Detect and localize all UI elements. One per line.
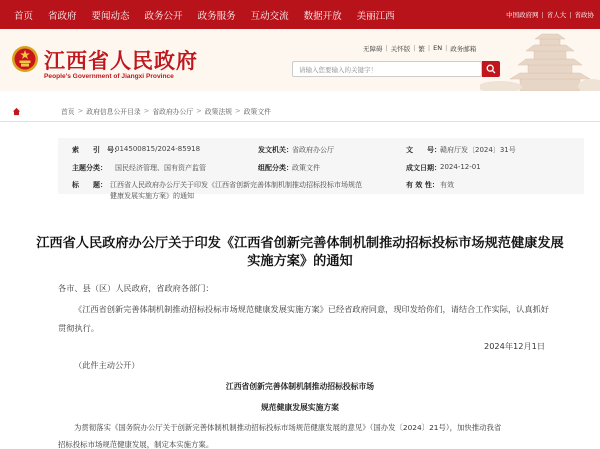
- link-accessibility[interactable]: 无障碍: [363, 45, 383, 53]
- breadcrumb-separator: >: [77, 107, 84, 115]
- meta-validity-value: 有效: [440, 181, 454, 189]
- link-china-gov[interactable]: 中国政府网: [506, 11, 539, 19]
- divider: |: [445, 44, 448, 52]
- breadcrumb-separator: >: [235, 107, 241, 115]
- meta-index-label: 索 引 号：: [72, 146, 121, 154]
- divider: |: [427, 44, 431, 52]
- plan-title-line1: 江西省创新完善体制机制推动招标投标市场: [225, 382, 375, 391]
- nav-gov-services[interactable]: 政务服务: [197, 10, 236, 22]
- meta-title-value-line2: 健康发展实施方案》的通知: [110, 192, 194, 200]
- plan-paragraph-line2: 招标投标市场规范健康发展，制定本实施方案。: [58, 440, 214, 449]
- link-traditional[interactable]: 繁: [418, 45, 425, 53]
- document-meta-table: [58, 138, 584, 200]
- divider: |: [385, 44, 388, 52]
- breadcrumb-home[interactable]: 首页: [61, 108, 75, 116]
- breadcrumb-policy[interactable]: 政策法规: [204, 108, 233, 116]
- divider: |: [541, 10, 544, 19]
- meta-subject-label: 主题分类：: [72, 164, 107, 172]
- search-input[interactable]: 请输入您要输入的关键字！: [292, 61, 482, 77]
- pavilion-illustration: [480, 31, 600, 91]
- link-english[interactable]: EN: [433, 44, 443, 52]
- breadcrumb-policy-docs[interactable]: 政策文件: [243, 108, 271, 116]
- link-care-mode[interactable]: 关怀版: [390, 45, 411, 53]
- meta-title-value-line1: 江西省人民政府办公厅关于印发《江西省创新完善体制机制推动招标投标市场规范: [110, 181, 362, 189]
- site-subtitle: People's Government of Jiangxi Province: [44, 73, 174, 80]
- link-cppcc[interactable]: 省政协: [574, 11, 594, 19]
- meta-issuer-value: 省政府办公厅: [292, 146, 334, 154]
- meta-date-label: 成文日期：: [406, 164, 441, 172]
- nav-interaction[interactable]: 互动交流: [250, 10, 289, 22]
- document-date: 2024年12月1日: [484, 341, 546, 351]
- breadcrumb-separator: >: [143, 107, 150, 115]
- divider: [0, 121, 600, 122]
- breadcrumb-catalog[interactable]: 政府信息公开目录: [86, 108, 141, 116]
- main-menu: [14, 0, 410, 29]
- top-nav-bar: [0, 0, 600, 29]
- meta-docno-label: 文 号：: [406, 146, 441, 154]
- nav-news[interactable]: 要闻动态: [91, 10, 130, 22]
- nav-home[interactable]: 首页: [14, 10, 34, 22]
- meta-validity-label: 有 效 性：: [406, 181, 439, 189]
- document-disclosure-note: （此件主动公开）: [74, 360, 140, 370]
- plan-title-line2: 规范健康发展实施方案: [261, 403, 339, 412]
- link-gov-mail[interactable]: 政务邮箱: [450, 45, 477, 53]
- meta-docno-value: 赣府厅发〔2024〕31号: [440, 146, 516, 154]
- document-salutation: 各市、县（区）人民政府，省政府各部门：: [58, 283, 214, 293]
- national-emblem-icon: [11, 45, 39, 73]
- document-title-line1: 江西省人民政府办公厅关于印发《江西省创新完善体制机制推动招标投标市场规范健康发展: [36, 236, 564, 251]
- breadcrumb: [0, 104, 600, 118]
- meta-form-label: 组配分类：: [258, 164, 293, 172]
- meta-title-label: 标 题：: [72, 181, 107, 189]
- meta-index-value: 014500815/2024-85918: [115, 145, 201, 153]
- meta-subject-value: 国民经济管理、国有资产监管: [115, 164, 206, 172]
- plan-paragraph-line1: 为贯彻落实《国务院办公厅关于创新完善体制机制推动招标投标市场规范健康发展的意见》（国办发〔2024〕21号），加快推动我省: [74, 423, 502, 432]
- external-links: [506, 0, 594, 29]
- site-header: [0, 29, 600, 91]
- breadcrumb-office[interactable]: 省政府办公厅: [152, 108, 194, 116]
- meta-issuer-label: 发文机关：: [258, 146, 293, 154]
- meta-date-value: 2024-12-01: [440, 163, 481, 171]
- link-npc[interactable]: 省人大: [546, 11, 567, 19]
- nav-beautiful-jiangxi[interactable]: 美丽江西: [356, 10, 395, 22]
- nav-gov-affairs-disclosure[interactable]: 政务公开: [144, 10, 183, 22]
- utility-links: [363, 44, 476, 53]
- document-title-line2: 实施方案》的通知: [247, 254, 353, 269]
- nav-open-data[interactable]: 数据开放: [303, 10, 342, 22]
- divider: |: [569, 10, 572, 19]
- site-title[interactable]: 江西省人民政府: [44, 49, 198, 73]
- document-paragraph-1-line1: 《江西省创新完善体制机制推动招标投标市场规范健康发展实施方案》已经省政府同意，现印发给你们，请结合工作实际，认真抓好: [74, 304, 549, 314]
- divider: |: [413, 44, 416, 52]
- breadcrumb-separator: >: [196, 107, 202, 115]
- nav-provincial-gov[interactable]: 省政府: [48, 10, 77, 22]
- document-paragraph-1-line2: 贯彻执行。: [58, 323, 99, 333]
- meta-form-value: 政策文件: [292, 164, 320, 172]
- home-icon[interactable]: [12, 107, 21, 116]
